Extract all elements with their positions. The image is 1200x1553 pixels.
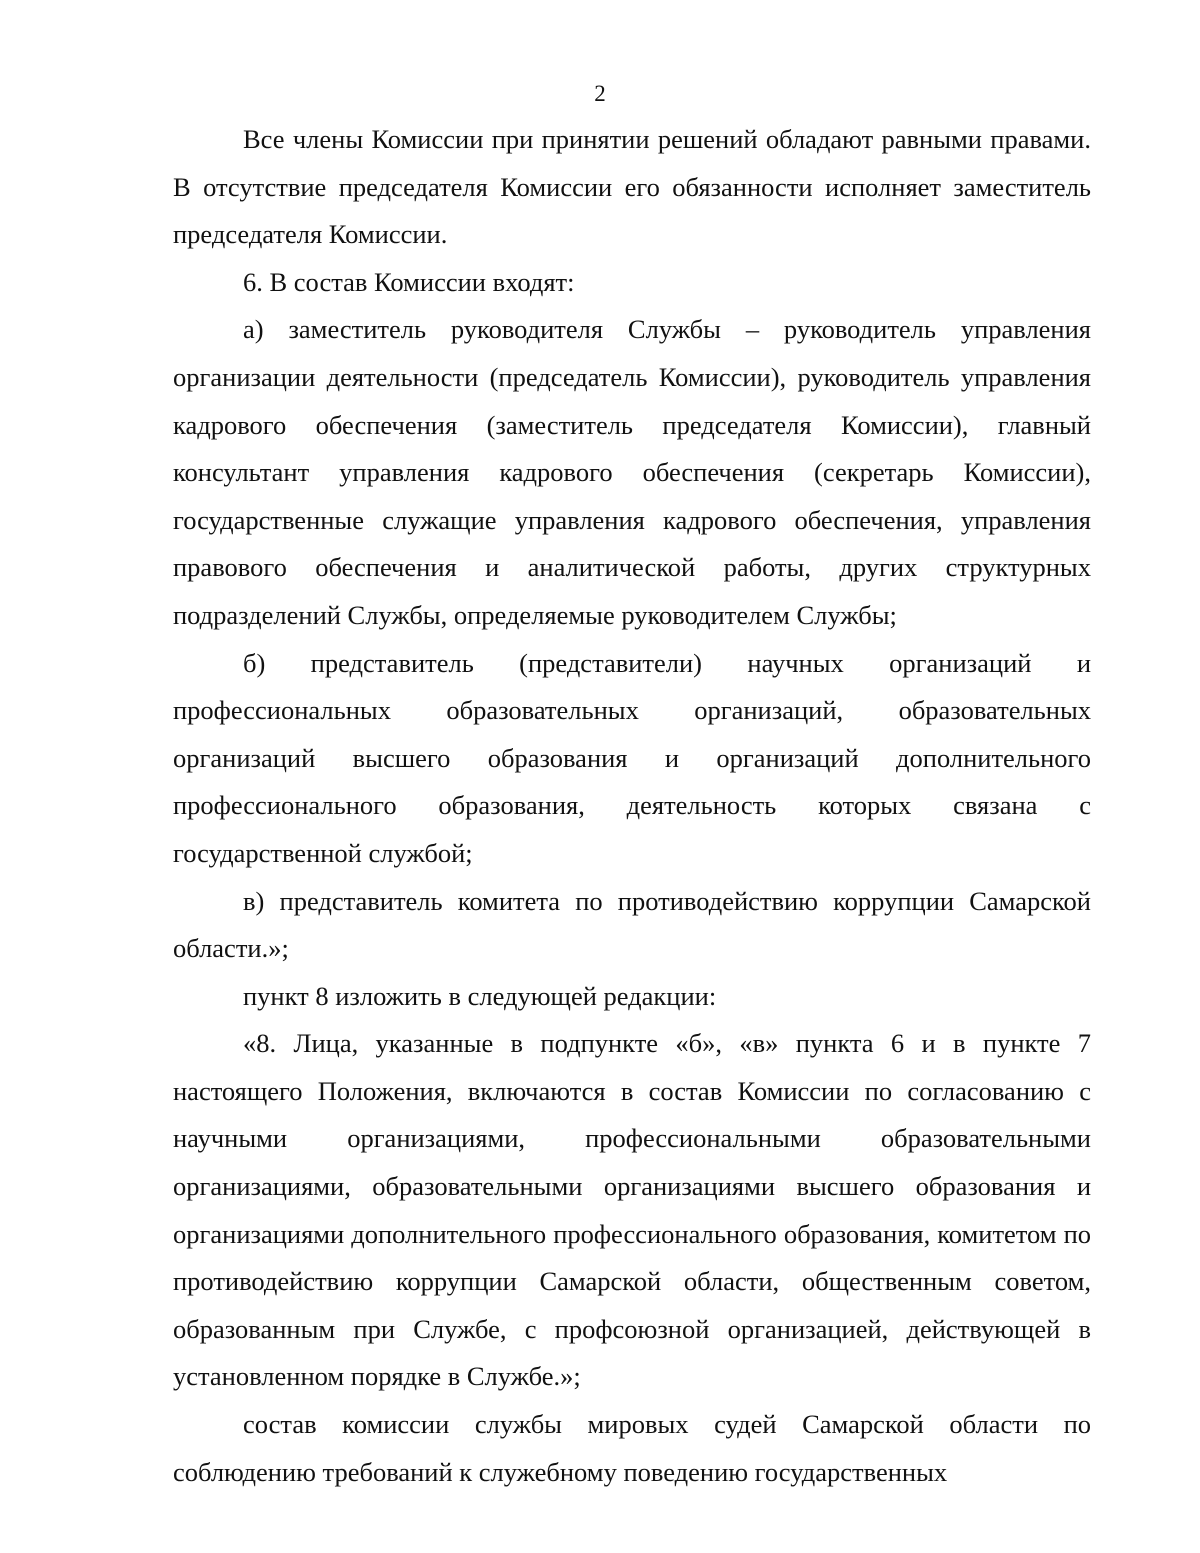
paragraph-commission-composition: состав комиссии службы мировых судей Самарской области по соблюдению требований к служебному поведению государственных <box>173 1409 1091 1487</box>
paragraph-item-8-text: «8. Лица, указанные в подпункте «б», «в» пункта 6 и в пункте 7 настоящего Положения, включаются в состав Комиссии по согласованию с научными организациями, профессиональными образовательными организациями, образовательными организациями высшего образования и организациями дополнительного профессионального образования, комитетом по противодействию коррупции Самарской области, общественным советом, образованным при Службе, с профсоюзной организацией, действующей в установленном порядке в Службе.»; <box>173 1028 1091 1392</box>
paragraph-equal-rights: Все члены Комиссии при принятии решений обладают равными правами. В отсутствие председателя Комиссии его обязанности исполняет заместитель председателя Комиссии. <box>173 124 1091 250</box>
paragraph-subitem-v: в) представитель комитета по противодействию коррупции Самарской области.»; <box>173 885 1091 964</box>
paragraph-subitem-b: б) представитель (представители) научных организаций и профессиональных образовательных организаций, образовательных организаций высшего образования и организаций дополнительного профессионального образования, деятельность которых связана с государственной службой; <box>173 647 1091 868</box>
paragraph-item-6-heading: 6. В состав Комиссии входят: <box>243 266 575 297</box>
page-number: 2 <box>594 81 606 106</box>
paragraph-item-8-instruction: пункт 8 изложить в следующей редакции: <box>243 980 717 1011</box>
paragraph-subitem-a: а) заместитель руководителя Службы – руководитель управления организации деятельности (председатель Комиссии), руководитель управления кадрового обеспечения (заместитель председателя Комиссии), главный консультант управления кадрового обеспечения (секретарь Комиссии), государственные служащие управления кадрового обеспечения, управления правового обеспечения и аналитической работы, других структурных подразделений Службы, определяемые руководителем Службы; <box>173 314 1091 630</box>
document-body <box>173 116 1091 1496</box>
